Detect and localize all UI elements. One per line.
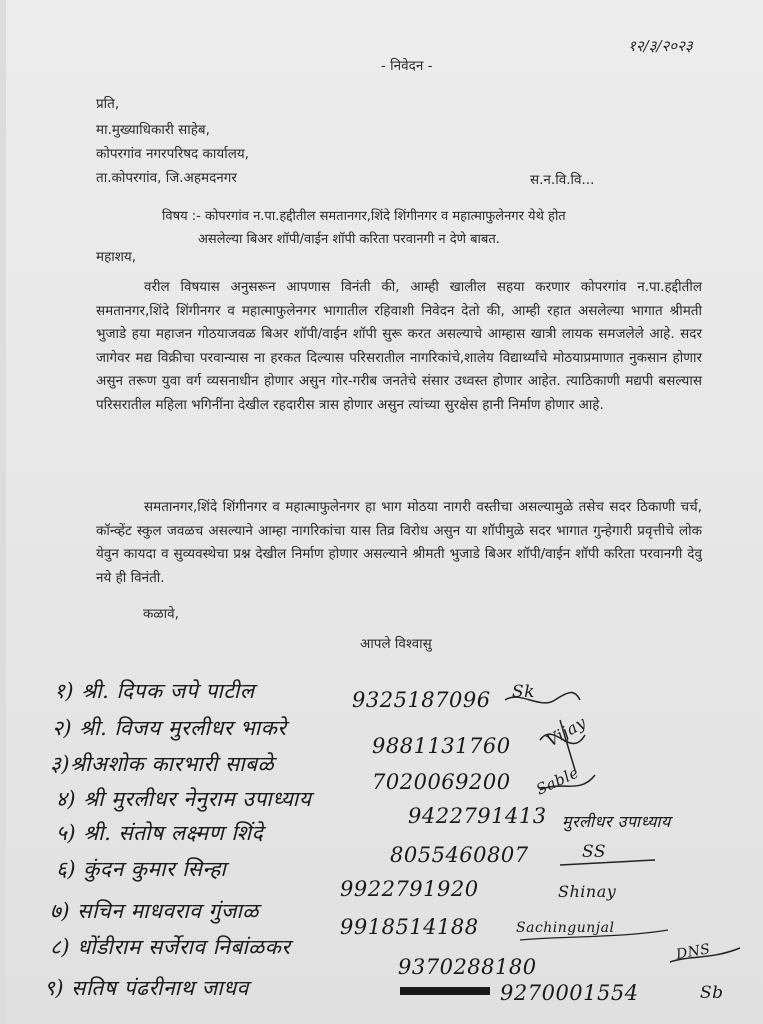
reference-text: स.न.वि.वि... — [530, 172, 595, 188]
body-paragraph-2: समतानगर,शिंदे शिंगीनगर व महात्माफुलेनगर हा भाग मोठया नागरी वस्तीचा असल्यामुळे तसेच सदर ठिकाणी चर्च, कॉन्व्हेंट स्कुल जवळच असल्याने आम्हा नागरिकांचा यास तिव्र विरोध असुन या शॉपीमुळे सदर भागात गुन्हेगारी प्रवृत्तीचे लोक येवुन कायदा व सुव्यवस्थेचा प्रश्न देखील निर्माण होणार असल्याने श्रीमती भुजाडे बिअर शॉपी/वाईन शॉपी करिता परवानगी देवु नये ही विनंती. — [96, 499, 702, 586]
body-paragraph-1: वरील विषयास अनुसरून आपणास विनंती की, आम्ही खालील सहया करणार कोपरगांव न.पा.हद्दीतील समतानगर,शिंदे शिंगीनगर व महात्माफुलेनगर भागातील रहिवाशी निवेदन देतो की, आम्ही रहात असलेल्या भागात श्रीमती भुजाडे हया महाजन गोठयाजवळ बिअर शॉपी/वाईन शॉपी सुरू करत असल्याचे आम्हास खात्री लायक समजलेले आहे. सदर जागेवर मद्य विक्रीचा परवान्यास ना हरकत दिल्यास परिसरातील नागरिकांचे,शालेय विद्यार्थ्यांचे मोठयाप्रमाणात नुकसान होणार असुन तरूण युवा वर्ग व्यसनाधीन होणार असुन गोर-गरीब जनतेचे संसार उध्वस्त होणार आहेत. त्याठिकाणी मद्यपी बसल्यास परिसरातील महिला भगिनींना देखील रहदारीस त्रास होणार असुन त्यांच्या सुरक्षेस हानी निर्माण होणार आहे. — [96, 279, 702, 413]
signatory-entry: १) श्री. दिपक जपे पाटील — [54, 679, 255, 703]
signatory-entry: ८) धोंडीराम सर्जेराव निबांळकर — [50, 935, 291, 959]
signature-text: मुरलीधर उपाध्याय — [562, 812, 671, 831]
closing-sign: आपले विश्वासु — [360, 636, 432, 652]
recipient-line3: ता.कोपरगांव, जि.अहमदनगर — [96, 170, 237, 186]
signatory-entry: ६) कुंदन कुमार सिन्हा — [56, 857, 227, 881]
signatory-phone: 9422791413 — [408, 804, 547, 828]
signatory-phone: 8055460807 — [390, 843, 529, 867]
subject-line2: असलेल्या बिअर शॉपी/वाईन शॉपी करिता परवानगी न देणे बाबत. — [198, 232, 500, 247]
recipient-line2: कोपरगांव नगरपरिषद कार्यालय, — [96, 146, 249, 162]
signatory-phone: 7020069200 — [372, 770, 511, 794]
signatory-phone: 9918514188 — [340, 915, 479, 939]
signatory-entry: ५) श्री. संतोष लक्ष्मण शिंदे — [56, 821, 264, 845]
signature-text: DNS — [674, 941, 712, 963]
signatory-phone: 9881131760 — [372, 734, 511, 758]
signature-text: Sachingunjal — [516, 920, 615, 936]
signature-text: Sb — [700, 983, 724, 1003]
salutation: महाशय, — [96, 249, 137, 265]
signature-text: Sk — [512, 682, 535, 702]
letter-date: १२/३/२०२३ — [628, 37, 693, 55]
signatory-entry: ३)श्रीअशोक कारभारी साबळे — [50, 752, 275, 776]
signature-text: Vijay — [543, 712, 590, 751]
signatory-phone: 9270001554 — [500, 981, 639, 1005]
signatory-phone: 9922791920 — [340, 877, 479, 901]
recipient-to: प्रति, — [96, 96, 120, 112]
closing-kalave: कळावे, — [143, 606, 179, 622]
signatory-entry: २) श्री. विजय मुरलीधर भाकरे — [52, 716, 287, 740]
signatory-entry: ४) श्री मुरलीधर नेनुराम उपाध्याय — [56, 787, 312, 811]
recipient-line1: मा.मुख्याधिकारी साहेब, — [96, 122, 210, 138]
signature-text: SS — [582, 842, 606, 862]
signatory-entry: ९) सतिष पंढरीनाथ जाधव — [44, 976, 249, 1000]
signatory-phone: 9370288180 — [398, 955, 537, 979]
signatory-phone: 9325187096 — [352, 688, 491, 712]
signatory-entry: ७) सचिन माधवराव गुंजाळ — [50, 899, 259, 923]
letter-title: - निवेदन - — [381, 58, 433, 74]
signature-text: Shinay — [558, 882, 617, 901]
subject-line1: विषय :- कोपरगांव न.पा.हद्दीतील समतानगर,शिंदे शिंगीनगर व महात्माफुलेनगर येथे होत — [162, 209, 566, 224]
signature-text: Sable — [533, 763, 582, 799]
